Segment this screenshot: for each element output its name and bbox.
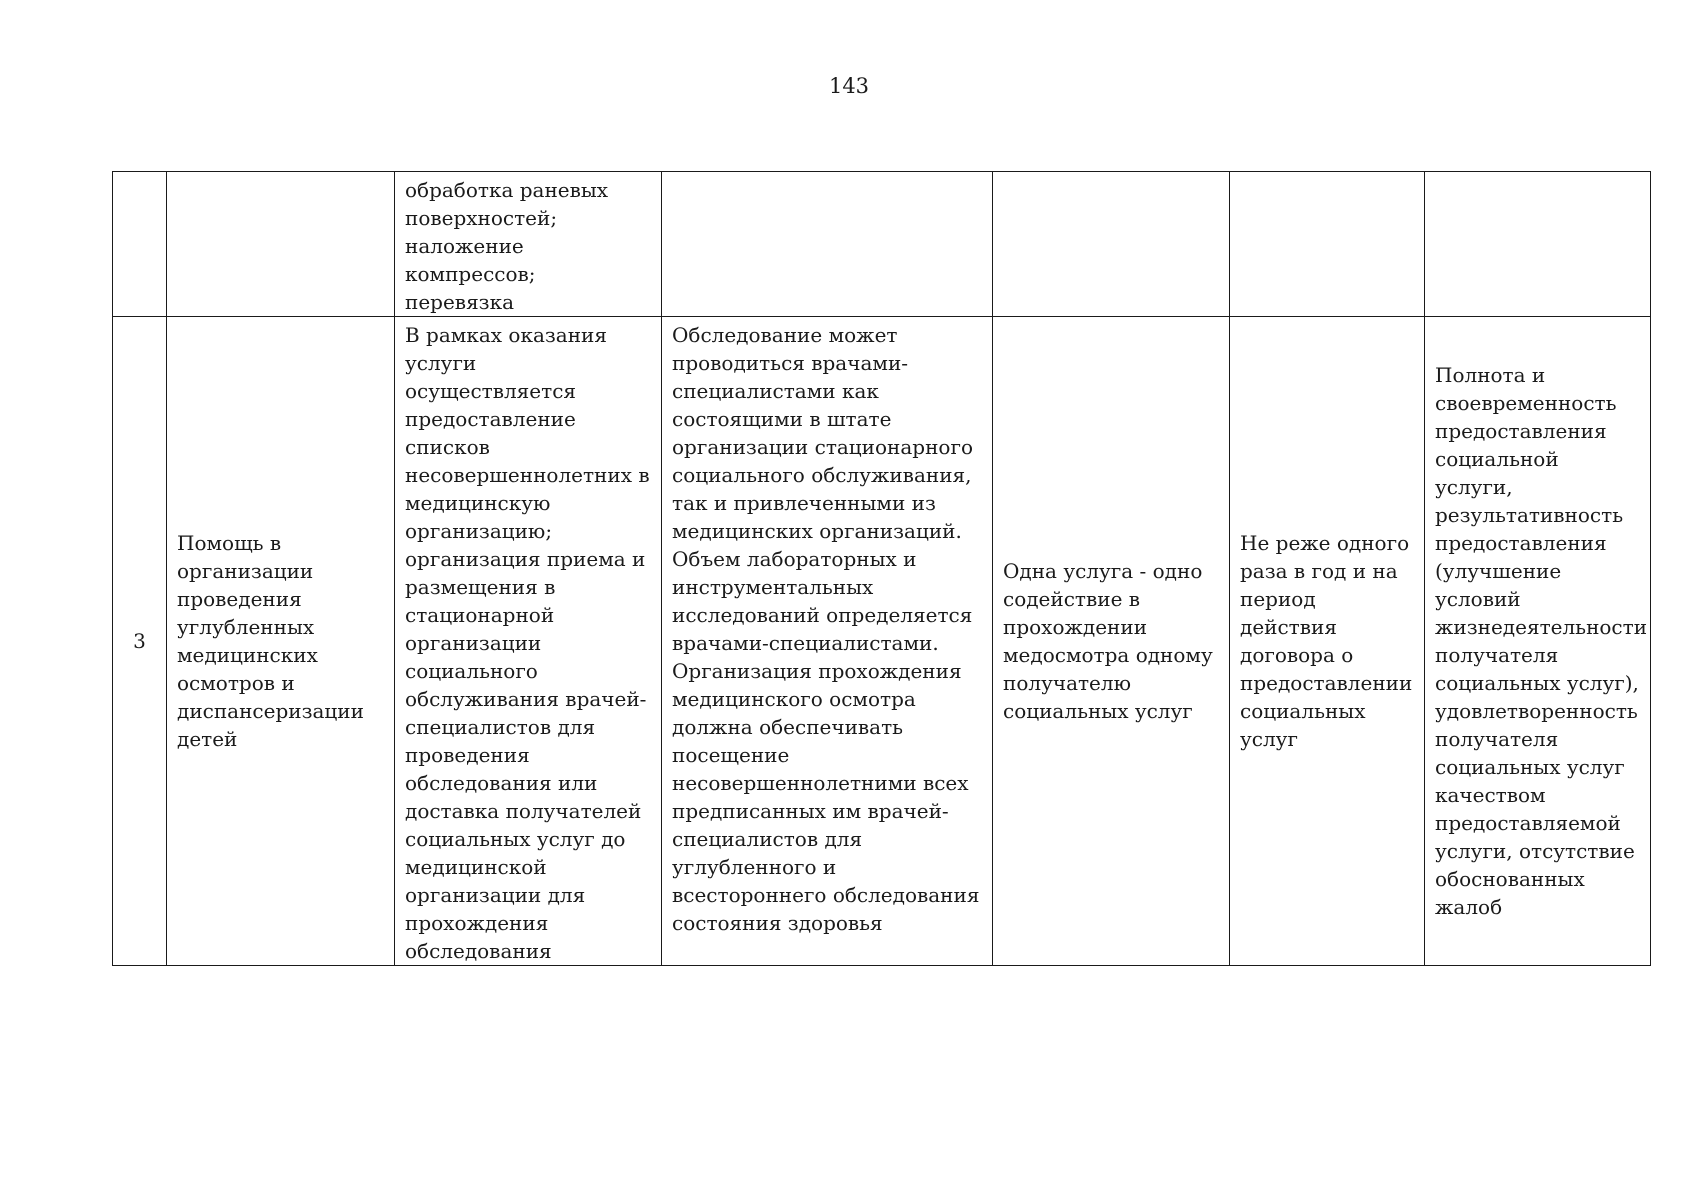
cell-service-term [1230,172,1425,317]
cell-service-name [167,172,395,317]
cell-service-term: Не реже одного раза в год и на период действия договора о предоставлении социальных услуг [1230,317,1425,966]
table-row-3 [113,317,1651,966]
cell-number [113,172,167,317]
services-table [112,171,1651,966]
cell-service-conditions: Обследование может проводиться врачами- специалистами как состоящими в штате организации стационарного социального обслуживания, так и привлеченными из медицинских организаций. Объем лабораторных и инструментальных исследований определяется врачами-специалистами. Организация прохождения медицинского осмотра должна обеспечивать посещение несовершеннолетними всех предписанных им врачей- специалистов для углубленного и всестороннего обследования состояния здоровья [662,317,993,966]
cell-service-conditions [662,172,993,317]
cell-service-quality: Полнота и своевременность предоставления социальной услуги, результативность предоставления (улучшение условий жизнедеятельности получателя социальных услуг), удовлетворенность получателя социальных услуг качеством предоставляемой услуги, отсутствие обоснованных жалоб [1425,317,1651,966]
cell-service-description: обработка раневых поверхностей; наложение компрессов; перевязка [395,172,662,317]
cell-service-quality [1425,172,1651,317]
page-number: 143 [828,74,870,98]
cell-number: 3 [113,317,167,966]
cell-service-volume [993,172,1230,317]
cell-service-volume: Одна услуга - одно содействие в прохождении медосмотра одному получателю социальных услуг [993,317,1230,966]
cell-service-name: Помощь в организации проведения углубленных медицинских осмотров и диспансеризации детей [167,317,395,966]
table-row-continuation [113,172,1651,317]
cell-service-description: В рамках оказания услуги осуществляется предоставление списков несовершеннолетних в медицинскую организацию; организация приема и размещения в стационарной организации социального обслуживания врачей- специалистов для проведения обследования или доставка получателей социальных услуг до медицинской организации для прохождения обследования [395,317,662,966]
